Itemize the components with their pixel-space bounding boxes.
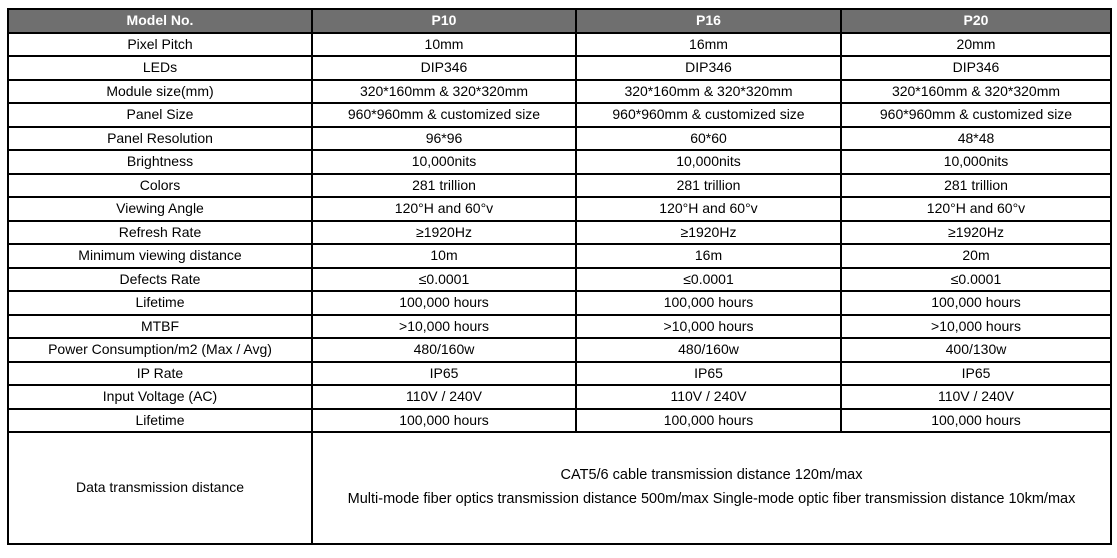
header-model-p20: P20 [841,9,1111,33]
cell-value: 281 trillion [312,174,576,198]
row-label: Module size(mm) [8,80,312,104]
header-model-label: Model No. [8,9,312,33]
cell-value: >10,000 hours [312,315,576,339]
table-row-power-consumption [8,338,1111,362]
cell-value: 281 trillion [841,174,1111,198]
row-label: Pixel Pitch [8,33,312,57]
row-label: LEDs [8,56,312,80]
cell-value: 480/160w [312,338,576,362]
cell-value: 110V / 240V [312,385,576,409]
cell-value: 100,000 hours [841,409,1111,433]
cell-value: 10,000nits [312,150,576,174]
row-label: Lifetime [8,291,312,315]
cell-value: 10mm [312,33,576,57]
row-label: Refresh Rate [8,221,312,245]
table-row-data-transmission [8,432,1111,544]
table-row-leds [8,56,1111,80]
table-row-refresh-rate [8,221,1111,245]
row-label: Defects Rate [8,268,312,292]
row-label: Colors [8,174,312,198]
row-label: Lifetime [8,409,312,433]
cell-value: ≤0.0001 [576,268,841,292]
row-label: Panel Resolution [8,127,312,151]
led-spec-table [7,8,1112,545]
cell-value: 320*160mm & 320*320mm [841,80,1111,104]
cell-value: 20m [841,244,1111,268]
cell-value: 100,000 hours [312,409,576,433]
cell-value: ≥1920Hz [576,221,841,245]
cell-value: 480/160w [576,338,841,362]
cell-value: 48*48 [841,127,1111,151]
cell-value: ≤0.0001 [312,268,576,292]
data-transmission-line2: Multi-mode fiber optics transmission distance 500m/max Single-mode optic fiber transmission distance 10km/max [347,491,1076,507]
row-label: Power Consumption/m2 (Max / Avg) [8,338,312,362]
cell-value: 320*160mm & 320*320mm [576,80,841,104]
cell-value: DIP346 [576,56,841,80]
cell-value: 110V / 240V [576,385,841,409]
cell-value: 16m [576,244,841,268]
cell-value: ≥1920Hz [312,221,576,245]
row-label: IP Rate [8,362,312,386]
cell-value: 10m [312,244,576,268]
cell-value: 960*960mm & customized size [312,103,576,127]
table-row-ip-rate [8,362,1111,386]
row-label: MTBF [8,315,312,339]
cell-value: 320*160mm & 320*320mm [312,80,576,104]
table-row-input-voltage [8,385,1111,409]
cell-value: DIP346 [312,56,576,80]
table-row-mtbf [8,315,1111,339]
table-row-lifetime-2 [8,409,1111,433]
table-row-min-viewing-distance [8,244,1111,268]
cell-value: 10,000nits [576,150,841,174]
row-label: Input Voltage (AC) [8,385,312,409]
cell-value: IP65 [576,362,841,386]
cell-value: IP65 [841,362,1111,386]
cell-value: DIP346 [841,56,1111,80]
row-label: Brightness [8,150,312,174]
table-row-pixel-pitch [8,33,1111,57]
cell-value: 20mm [841,33,1111,57]
table-row-defects-rate [8,268,1111,292]
table-row-brightness [8,150,1111,174]
cell-value: >10,000 hours [576,315,841,339]
data-transmission-cell [312,432,1111,544]
cell-value: >10,000 hours [841,315,1111,339]
cell-value: 120°H and 60°v [312,197,576,221]
cell-value: 96*96 [312,127,576,151]
table-row-panel-size [8,103,1111,127]
row-label: Viewing Angle [8,197,312,221]
cell-value: 100,000 hours [576,409,841,433]
table-header-row [8,9,1111,33]
table-row-module-size [8,80,1111,104]
cell-value: 100,000 hours [576,291,841,315]
cell-value: 400/130w [841,338,1111,362]
cell-value: 16mm [576,33,841,57]
cell-value: ≤0.0001 [841,268,1111,292]
data-transmission-line1: CAT5/6 cable transmission distance 120m/max [560,467,863,484]
cell-value: 120°H and 60°v [576,197,841,221]
row-label: Data transmission distance [8,432,312,544]
cell-value: IP65 [312,362,576,386]
cell-value: 960*960mm & customized size [576,103,841,127]
row-label: Minimum viewing distance [8,244,312,268]
header-model-p10: P10 [312,9,576,33]
cell-value: 10,000nits [841,150,1111,174]
header-model-p16: P16 [576,9,841,33]
cell-value: 100,000 hours [841,291,1111,315]
cell-value: 100,000 hours [312,291,576,315]
cell-value: 60*60 [576,127,841,151]
cell-value: 960*960mm & customized size [841,103,1111,127]
row-label: Panel Size [8,103,312,127]
cell-value: 110V / 240V [841,385,1111,409]
table-row-colors [8,174,1111,198]
cell-value: 120°H and 60°v [841,197,1111,221]
table-row-lifetime [8,291,1111,315]
cell-value: ≥1920Hz [841,221,1111,245]
cell-value: 281 trillion [576,174,841,198]
table-row-viewing-angle [8,197,1111,221]
table-row-panel-resolution [8,127,1111,151]
